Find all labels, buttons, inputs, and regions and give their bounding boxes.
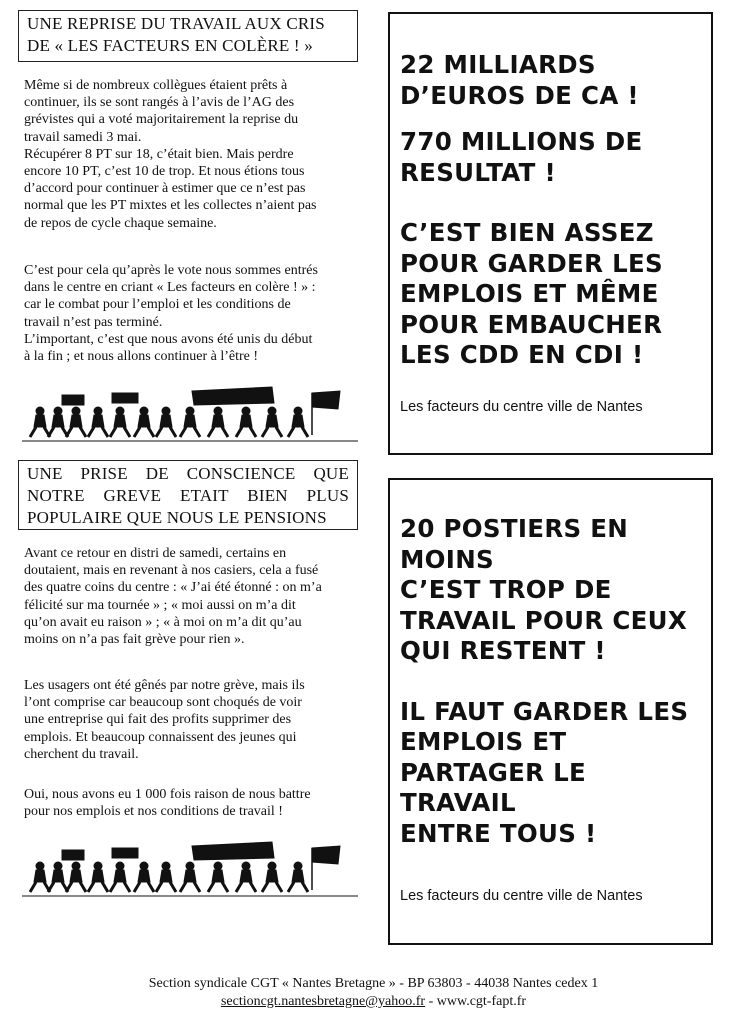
marching-workers-illustration: [22, 838, 358, 898]
section2-title-line: UNE PRISE DE CONSCIENCE QUE: [27, 464, 349, 483]
text-line: continuer, ils se sont rangés à l’avis de l’AG des: [24, 95, 295, 111]
slogan-line: 770 MILLIONS DE: [400, 127, 643, 156]
slogan-line: ENTRE TOUS !: [400, 818, 597, 848]
slogan-line: POUR EMBAUCHER: [400, 309, 663, 339]
footer-address: Section syndicale CGT « Nantes Bretagne » - BP 63803 - 44038 Nantes cedex 1: [148, 976, 599, 991]
text-line: C’est pour cela qu’après le vote nous sommes entrés: [24, 263, 318, 278]
section2-paragraph-3: [24, 786, 358, 820]
slogan-line: RESULTAT !: [400, 157, 556, 187]
text-line: emplois. Et beaucoup connaissent des jeunes qui: [24, 729, 297, 745]
slogan-line: 22 MILLIARDS: [400, 50, 596, 79]
text-line: travail n’est pas terminé.: [24, 314, 163, 330]
text-line: moins on n’a pas fait grève pour rien ».: [24, 632, 245, 648]
slogan-line: IL FAUT GARDER LES: [400, 696, 689, 726]
slogan-line: TRAVAIL: [400, 788, 516, 817]
text-line: à la fin ; et nous allons continuer à l’être !: [24, 349, 259, 365]
slogan-line: LES CDD EN CDI !: [400, 340, 644, 369]
section2-paragraph-1: [24, 545, 358, 648]
text-line: l’ont comprise car beaucoup sont choqués de voir: [24, 695, 302, 711]
slogan-box-2: [388, 478, 713, 945]
signature: Les facteurs du centre ville de Nantes: [400, 888, 643, 904]
slogan-box-1: [388, 12, 713, 455]
slogan-line: PARTAGER LE: [400, 757, 587, 787]
text-line: de repos de cycle chaque semaine.: [24, 215, 217, 231]
footer-separator: -: [425, 994, 437, 1009]
slogan-line: QUI RESTENT !: [400, 636, 606, 665]
footer-contacts: [0, 993, 747, 1011]
slogan-line: EMPLOIS ET MÊME: [400, 279, 659, 308]
email-link[interactable]: sectioncgt.nantesbretagne@yahoo.fr: [220, 994, 426, 1009]
slogan-line: 20 POSTIERS EN: [400, 514, 629, 543]
slogan-line: EMPLOIS ET: [400, 727, 567, 756]
text-line: Avant ce retour en distri de samedi, certains en: [24, 546, 287, 561]
text-line: grévistes qui a voté majoritairement la reprise du: [24, 112, 299, 128]
text-line: Même si de nombreux collègues étaient prêts à: [24, 78, 288, 93]
section1-paragraph-1: [24, 77, 358, 232]
text-line: félicité sur ma tournée » ; « moi aussi on m’a dit: [24, 597, 296, 613]
section1-title: [18, 10, 358, 62]
slogan-line: D’EUROS DE CA !: [400, 80, 639, 110]
website-link[interactable]: www.cgt-fapt.fr: [436, 994, 527, 1009]
text-line: dans le centre en criant « Les facteurs en colère ! » :: [24, 280, 316, 296]
section1-title-line: DE « LES FACTEURS EN COLÈRE ! »: [27, 36, 313, 55]
signature: Les facteurs du centre ville de Nantes: [400, 399, 643, 415]
text-line: L’important, c’est que nous avons été unis du début: [24, 331, 313, 347]
text-line: travail samedi 3 mai.: [24, 129, 142, 145]
text-line: qu’on avait eu raison » ; « à moi on m’a dit qu’au: [24, 614, 302, 630]
section2-title: [18, 460, 358, 530]
text-line: car le combat pour l’emploi et les conditions de: [24, 297, 291, 313]
marching-workers-illustration: [22, 383, 358, 443]
text-line: des quatre coins du centre : « J’ai été étonné : on m’a: [24, 580, 322, 596]
slogan-line: TRAVAIL POUR CEUX: [400, 605, 688, 635]
text-line: cherchent du travail.: [24, 746, 139, 762]
text-line: doutaient, mais en revenant à nos casiers, cela a fusé: [24, 563, 319, 579]
slogan-line: C’EST BIEN ASSEZ: [400, 218, 654, 247]
section2-title-line: NOTRE GREVE ETAIT BIEN PLUS: [27, 486, 349, 505]
slogan-line: MOINS: [400, 544, 494, 574]
section2-paragraph-2: [24, 677, 358, 763]
slogan-line: POUR GARDER LES: [400, 248, 663, 278]
slogan-line: C’EST TROP DE: [400, 575, 612, 604]
text-line: Les usagers ont été gênés par notre grève, mais ils: [24, 678, 305, 693]
text-line: Oui, nous avons eu 1 000 fois raison de nous battre: [24, 787, 311, 802]
section1-title-line: UNE REPRISE DU TRAVAIL AUX CRIS: [27, 14, 325, 33]
text-line: d’accord pour continuer à estimer que ce n’est pas: [24, 181, 306, 197]
text-line: une entreprise qui fait des profits supprimer des: [24, 712, 292, 728]
text-line: Récupérer 8 PT sur 18, c’était bien. Mais perdre: [24, 146, 294, 162]
text-line: encore 10 PT, c’est 10 de trop. Et nous étions tous: [24, 164, 305, 180]
section1-paragraph-2: [24, 262, 358, 365]
section2-title-line: POPULAIRE QUE NOUS LE PENSIONS: [27, 508, 327, 527]
text-line: normal que les PT mixtes et les collectes n’aient pas: [24, 198, 317, 214]
text-line: pour nos emplois et nos conditions de travail !: [24, 804, 283, 820]
footer: [0, 975, 747, 1011]
